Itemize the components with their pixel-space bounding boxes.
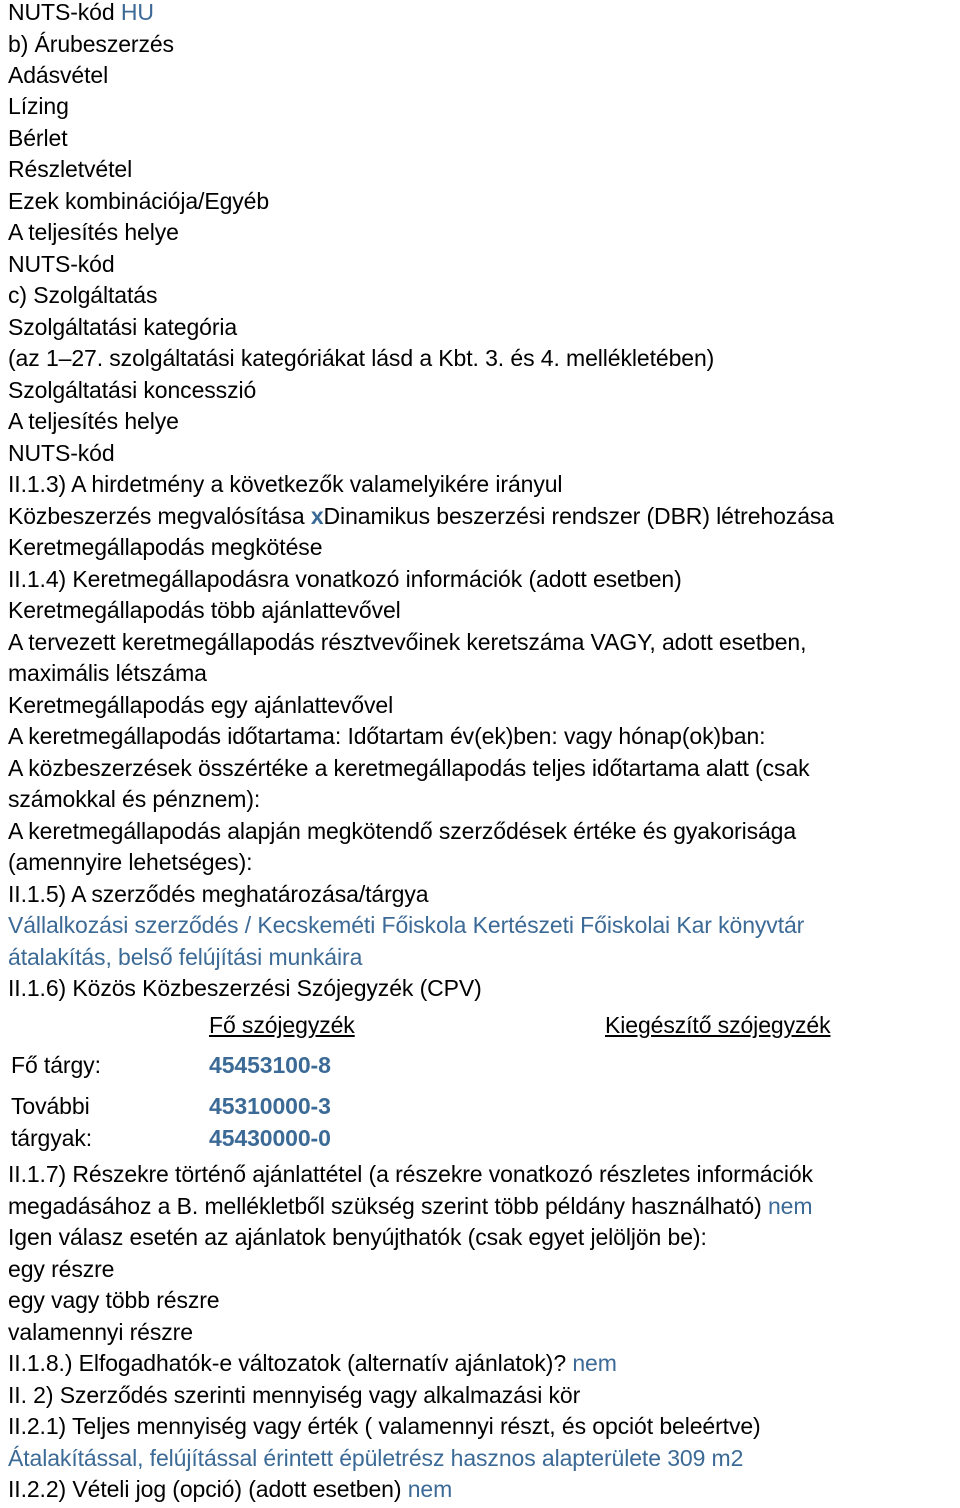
section-ii-1-7-line-2 (8, 1192, 812, 1220)
keret-egy-ajanlattevo: Keretmegállapodás egy ajánlattevővel (8, 692, 394, 718)
cpv-tovabbi-label-1: További (11, 1093, 90, 1119)
cpv-fo-szojegyzek-header: Fő szójegyzék (209, 1012, 355, 1038)
ii-1-8-value: nem (572, 1350, 617, 1376)
nuts-label-2: NUTS-kód (8, 251, 115, 277)
nuts-value: HU (120, 0, 154, 25)
ii-1-8-text: II.1.8.) Elfogadhatók-e változatok (alternatív ajánlatok)? (8, 1350, 567, 1376)
option-keret-megkotese: Keretmegállapodás megkötése (8, 534, 323, 560)
ii-2-1-value: Átalakítással, felújítással érintett épületrész hasznos alapterülete 309 m2 (8, 1445, 744, 1471)
option-egy-vagy-tobb-reszre: egy vagy több részre (8, 1287, 220, 1313)
szerzodes-targya-line-1: Vállalkozási szerződés / Kecskeméti Főiskola Kertészeti Főiskolai Kar könyvtár (8, 912, 805, 938)
osszertek-line-2: számokkal és pénznem): (8, 786, 261, 812)
section-ii-1-4: II.1.4) Keretmegállapodásra vonatkozó információk (adott esetben) (8, 566, 682, 592)
option-reszletvetel: Részletvétel (8, 156, 133, 182)
cpv-tovabbi-code-1: 45310000-3 (209, 1093, 331, 1119)
szolg-kategoria-note: (az 1–27. szolgáltatási kategóriákat lásd a Kbt. 3. és 4. mellékletében) (8, 345, 715, 371)
section-ii-1-5: II.1.5) A szerződés meghatározása/tárgya (8, 881, 429, 907)
nuts-label: NUTS-kód (8, 0, 115, 25)
cpv-fo-targy-code: 45453100-8 (209, 1052, 331, 1078)
section-ii-2: II. 2) Szerződés szerinti mennyiség vagy alkalmazási kör (8, 1382, 581, 1408)
szerzodes-targya-line-2: átalakítás, belső felújítási munkáira (8, 944, 363, 970)
option-egy-reszre: egy részre (8, 1256, 115, 1282)
ii-1-3-options (8, 502, 834, 530)
nuts-label-3: NUTS-kód (8, 440, 115, 466)
ii-2-2-value: nem (407, 1476, 453, 1502)
checkbox-mark: x (310, 503, 324, 529)
szerzodesek-line-1: A keretmegállapodás alapján megkötendő szerződések értéke és gyakorisága (8, 818, 797, 844)
option-berlet: Bérlet (8, 125, 68, 151)
section-ii-1-6: II.1.6) Közös Közbeszerzési Szójegyzék (CPV) (8, 975, 482, 1001)
keret-tobb-ajanlattevo: Keretmegállapodás több ajánlattevővel (8, 597, 401, 623)
resztvevok-line-1: A tervezett keretmegállapodás résztvevőinek keretszáma VAGY, adott esetben, (8, 629, 807, 655)
nuts-hu-line (8, 0, 154, 26)
teljesites-helye-label: A teljesítés helye (8, 219, 179, 245)
section-ii-2-1: II.2.1) Teljes mennyiség vagy érték ( valamennyi részt, és opciót beleértve) (8, 1413, 761, 1439)
section-ii-1-8 (8, 1349, 617, 1377)
cpv-tovabbi-label-2: tárgyak: (11, 1125, 93, 1151)
szerzodesek-line-2: (amennyire lehetséges): (8, 849, 253, 875)
cpv-tovabbi-code-2: 45430000-0 (209, 1125, 331, 1151)
ii-1-7-text: megadásához a B. mellékletből szükség szerint több példány használható) (8, 1193, 762, 1219)
section-ii-2-2 (8, 1475, 452, 1503)
option-kombinacio: Ezek kombinációja/Egyéb (8, 188, 270, 214)
ii-1-7-value: nem (767, 1193, 813, 1219)
cpv-kiegeszito-header: Kiegészítő szójegyzék (605, 1012, 831, 1038)
option-valamennyi-reszre: valamennyi részre (8, 1319, 193, 1345)
resztvevok-line-2: maximális létszáma (8, 660, 207, 686)
section-arubeszerzes: b) Árubeszerzés (8, 31, 174, 57)
option-kozbeszerzes: Közbeszerzés megvalósítása (8, 503, 305, 529)
option-adasvetel: Adásvétel (8, 62, 109, 88)
igen-valasz: Igen válasz esetén az ajánlatok benyújthatók (csak egyet jelöljön be): (8, 1224, 707, 1250)
option-lizing: Lízing (8, 93, 69, 119)
ii-2-2-text: II.2.2) Vételi jog (opció) (adott esetben) (8, 1476, 402, 1502)
section-szolgaltatas: c) Szolgáltatás (8, 282, 158, 308)
option-dbr: Dinamikus beszerzési rendszer (DBR) létrehozása (323, 503, 834, 529)
keret-idotartam: A keretmegállapodás időtartama: Időtartam év(ek)ben: vagy hónap(ok)ban: (8, 723, 766, 749)
szolg-koncesszio: Szolgáltatási koncesszió (8, 377, 257, 403)
szolg-kategoria-label: Szolgáltatási kategória (8, 314, 238, 340)
cpv-fo-targy-label: Fő tárgy: (11, 1052, 101, 1078)
osszertek-line-1: A közbeszerzések összértéke a keretmegállapodás teljes időtartama alatt (csak (8, 755, 810, 781)
section-ii-1-7-line-1: II.1.7) Részekre történő ajánlattétel (a részekre vonatkozó részletes információk (8, 1161, 813, 1187)
section-ii-1-3: II.1.3) A hirdetmény a következők valamelyikére irányul (8, 471, 563, 497)
teljesites-helye-label-2: A teljesítés helye (8, 408, 179, 434)
